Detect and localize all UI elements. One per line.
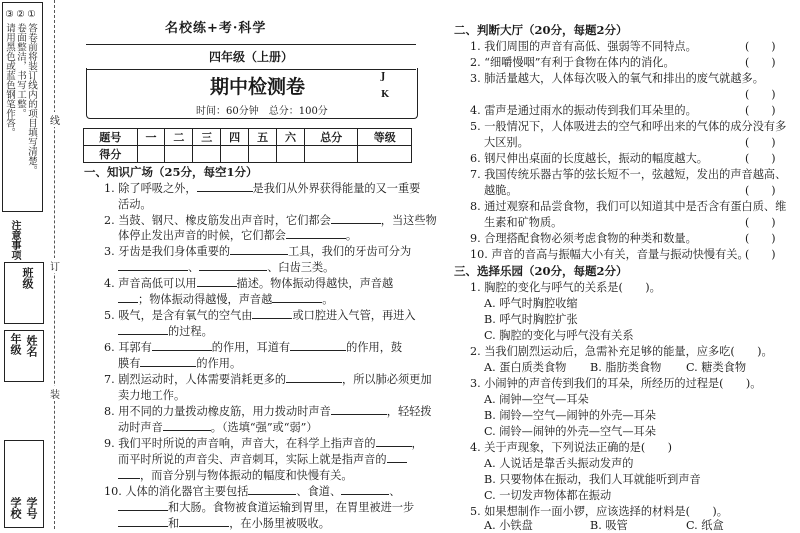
answer-blank[interactable] [376, 435, 412, 447]
judge-item: 5. 一般情况下，人体吸进去的空气和呼出来的气体的成分没有多 [470, 120, 787, 133]
s1-line: 卖力地工作。 [118, 389, 186, 402]
s1-line: ；物体振动得越慢，声音越 。 [118, 291, 333, 307]
choice-option[interactable]: C. 胸腔的变化与呼气没有关系 [484, 329, 634, 342]
notes-label: 注意事项 [9, 220, 20, 260]
s1-line: ，而音分别与物体振动的幅度和快慢有关。 [118, 467, 353, 483]
answer-blank[interactable] [286, 227, 346, 239]
choice-option[interactable]: A. 小铁盘 [484, 519, 533, 532]
score-input[interactable] [221, 146, 249, 163]
s1-line: 6. 耳郭有 的作用，耳道有 的作用，鼓 [104, 341, 403, 354]
judge-item: 6. 钢尺伸出桌面的长度越长，振动的幅度越大。 [470, 152, 708, 165]
score-cell: 题号 [84, 129, 138, 146]
s1-line: 1. 除了呼吸之外， 是我们从外界获得能量的又一重要 [104, 182, 421, 195]
judge-item-cont: 大区别。 [484, 136, 529, 149]
judge-blank[interactable]: ( ) [745, 104, 776, 117]
judge-item: 4. 雷声是通过雨水的振动传到我们耳朵里的。 [470, 104, 697, 117]
choice-option[interactable]: B. 呼气时胸腔扩张 [484, 313, 578, 326]
judge-blank[interactable]: ( ) [745, 248, 776, 261]
score-cell: 三 [193, 129, 221, 146]
answer-blank[interactable] [387, 451, 407, 463]
answer-blank[interactable] [140, 355, 196, 367]
judge-blank[interactable]: ( ) [745, 136, 776, 149]
score-input[interactable] [249, 146, 277, 163]
score-input[interactable] [193, 146, 221, 163]
judge-blank[interactable]: ( ) [745, 56, 776, 69]
choice-option[interactable]: A. 呼气时胸腔收缩 [484, 297, 578, 310]
judge-blank[interactable]: ( ) [745, 88, 776, 101]
score-cell: 等级 [358, 129, 412, 146]
s1-line: 体停止发出声音的时候，它们都会 。 [118, 229, 358, 242]
section2-heading: 二、判断大厅（20分，每题2分） [454, 23, 628, 37]
binding-margin [0, 0, 42, 529]
choice-option[interactable]: A. 人说话是靠舌头振动发声的 [484, 457, 634, 470]
answer-blank[interactable] [331, 403, 387, 415]
exam-meta: 时间：60分钟 总分：100分 [196, 106, 328, 117]
s1-line: 膜有 的作用。 [118, 357, 242, 370]
score-header-row [84, 129, 412, 146]
class-label: 班级 [21, 267, 34, 289]
score-input[interactable] [277, 146, 305, 163]
judge-item: 7. 我国传统乐器古筝的弦长短不一，弦越短，发出的声音越高、 [470, 168, 787, 181]
answer-blank[interactable] [230, 243, 288, 255]
choice-option[interactable]: B. 闹铃—空气—闹钟的外壳—耳朵 [484, 409, 656, 422]
score-cell: 二 [165, 129, 193, 146]
score-table [83, 128, 412, 163]
grade-label: 年级 [9, 333, 22, 355]
answer-blank[interactable] [341, 483, 389, 495]
s1-line: 和大肠。食物被食道运输到胃里，在胃里被进一步 [118, 499, 414, 515]
answer-blank[interactable] [118, 323, 168, 335]
judge-item: 3. 肺活量越大，人体每次吸入的氧气和排出的废气就越多。 [470, 72, 764, 85]
choice-option[interactable]: A. 闹钟—空气—耳朵 [484, 393, 589, 406]
judge-blank[interactable]: ( ) [745, 40, 776, 53]
s1-line: 而平时所说的声音尖、声音刺耳，实际上就是指声音的 [118, 451, 407, 467]
s1-line: 2. 当鼓、钢尺、橡皮筋发出声音时，它们都会 ，当这些物 [104, 214, 437, 227]
s1-line: 10. 人体的消化器官主要包括 、食道、 、 [104, 485, 401, 498]
choice-option[interactable]: C. 闹铃—闹钟的外壳—空气—耳朵 [484, 425, 656, 438]
answer-blank[interactable] [179, 515, 229, 527]
judge-item: 9. 合理搭配食物必须考虑食物的种类和数量。 [470, 232, 697, 245]
judge-blank[interactable]: ( ) [745, 232, 776, 245]
instruction-1: ① 答卷前将装订线内的项目填写清楚。 [26, 9, 37, 176]
judge-item-cont: 越脆。 [484, 184, 518, 197]
answer-blank[interactable] [252, 307, 292, 319]
choice-option[interactable]: C. 糖类食物 [686, 361, 747, 374]
score-cell: 四 [221, 129, 249, 146]
section3-heading: 三、选择乐园（20分，每题2分） [454, 264, 628, 278]
school-field[interactable] [4, 440, 44, 528]
s1-line: 5. 吸气，是含有氧气的空气由 或口腔进入气管，再进入 [104, 309, 416, 322]
grade-text: 四年级（上册） [208, 50, 293, 64]
student-id-label: 学号 [25, 497, 38, 519]
instruction-3: ③ 请用黑色或蓝色钢笔作答。 [4, 9, 15, 138]
series-title: 名校练+考·科学 [165, 21, 267, 36]
choice-question: 3. 小闹钟的声音传到我们的耳朵，所经历的过程是( )。 [470, 377, 762, 390]
s1-line: 8. 用不同的力量拨动橡皮筋，用力拨动时声音 ，轻轻拨 [104, 405, 432, 418]
answer-blank[interactable] [163, 419, 211, 431]
binding-word-order: 订 [50, 258, 60, 273]
score-input[interactable] [304, 146, 358, 163]
answer-blank[interactable] [118, 467, 140, 479]
answer-blank[interactable] [118, 499, 168, 511]
school-label: 学校 [9, 497, 22, 519]
choice-option[interactable]: B. 只要物体在振动，我们人耳就能听到声音 [484, 473, 701, 486]
code-j: J [381, 72, 386, 82]
s1-line: 动时声音 。（选填“强”或“弱”） [118, 421, 318, 434]
answer-blank[interactable] [290, 339, 346, 351]
choice-option[interactable]: B. 脂肪类食物 [590, 361, 662, 374]
score-cell: 一 [137, 129, 165, 146]
section1-heading: 一、知识广场（25分，每空1分） [84, 165, 258, 179]
exam-title: 期中检测卷 [210, 76, 306, 98]
judge-blank[interactable]: ( ) [745, 184, 776, 197]
s1-line: 4. 声音高低可以用 描述。物体振动得越快，声音越 [104, 277, 394, 290]
notes-box [2, 2, 43, 212]
judge-item: 1. 我们周围的声音有高低、强弱等不同特点。 [470, 40, 697, 53]
s1-line: 和 ，在小肠里被吸收。 [118, 515, 330, 531]
choice-option[interactable]: C. 纸盒 [686, 519, 724, 532]
choice-question: 4. 关于声现象，下列说法正确的是( ) [470, 441, 672, 454]
s1-line: 的过程。 [118, 323, 213, 339]
answer-blank[interactable] [248, 483, 296, 495]
score-input[interactable] [137, 146, 165, 163]
judge-blank[interactable]: ( ) [745, 216, 776, 229]
s1-line: 7. 剧烈运动时，人体需要消耗更多的 ，所以肺必须更加 [104, 373, 432, 386]
choice-question: 1. 胸腔的变化与呼气的关系是( )。 [470, 281, 661, 294]
score-cell: 六 [277, 129, 305, 146]
judge-item: 10. 声音的音高与振幅大小有关，音量与振动快慢有关。 [470, 248, 749, 261]
score-cell: 总分 [304, 129, 358, 146]
answer-blank[interactable] [197, 275, 237, 287]
answer-blank[interactable] [118, 291, 138, 303]
grade-banner [86, 44, 416, 70]
grade-field[interactable] [4, 330, 44, 382]
judge-item: 8. 通过观察和品尝食物，我们可以知道其中是否含有蛋白质、维 [470, 200, 787, 213]
answer-blank[interactable] [286, 371, 342, 383]
s1-line: 活动。 [118, 198, 152, 211]
answer-blank[interactable] [199, 259, 267, 271]
choice-option[interactable]: C. 一切发声物体都在振动 [484, 489, 612, 502]
s1-line: 、 、臼齿三类。 [118, 259, 334, 275]
score-input[interactable] [358, 146, 412, 163]
binding-word-line: 线 [50, 112, 60, 127]
judge-item: 2. “细嚼慢咽”有利于食物在体内的消化。 [470, 56, 675, 69]
score-cell: 五 [249, 129, 277, 146]
score-value-row [84, 146, 412, 163]
class-field[interactable] [4, 262, 44, 324]
score-input[interactable] [165, 146, 193, 163]
judge-blank[interactable]: ( ) [745, 152, 776, 165]
instruction-2: ② 卷面整洁，书写工整。 [15, 9, 26, 119]
binding-word-install: 装 [50, 386, 60, 401]
answer-blank[interactable] [272, 291, 322, 303]
name-label: 姓名 [25, 335, 38, 357]
judge-item-cont: 生素和矿物质。 [484, 216, 563, 229]
answer-blank[interactable] [118, 259, 188, 271]
choice-option[interactable]: A. 蛋白质类食物 [484, 361, 567, 374]
answer-blank[interactable] [197, 180, 253, 192]
answer-blank[interactable] [152, 339, 212, 351]
s1-line: 9. 我们平时所说的声音响，声音大，在科学上指声音的 ， [104, 437, 423, 450]
s1-line: 3. 牙齿是我们身体重要的 工具，我们的牙齿可分为 [104, 245, 412, 258]
choice-question: 5. 如果想制作一面小锣，应该选择的材料是( )。 [470, 505, 728, 518]
score-label: 得分 [84, 146, 138, 163]
code-k: K [381, 90, 389, 100]
choice-option[interactable]: B. 吸管 [590, 519, 628, 532]
choice-question: 2. 当我们剧烈运动后，急需补充足够的能量，应多吃( )。 [470, 345, 773, 358]
answer-blank[interactable] [118, 515, 168, 527]
answer-blank[interactable] [331, 212, 381, 224]
